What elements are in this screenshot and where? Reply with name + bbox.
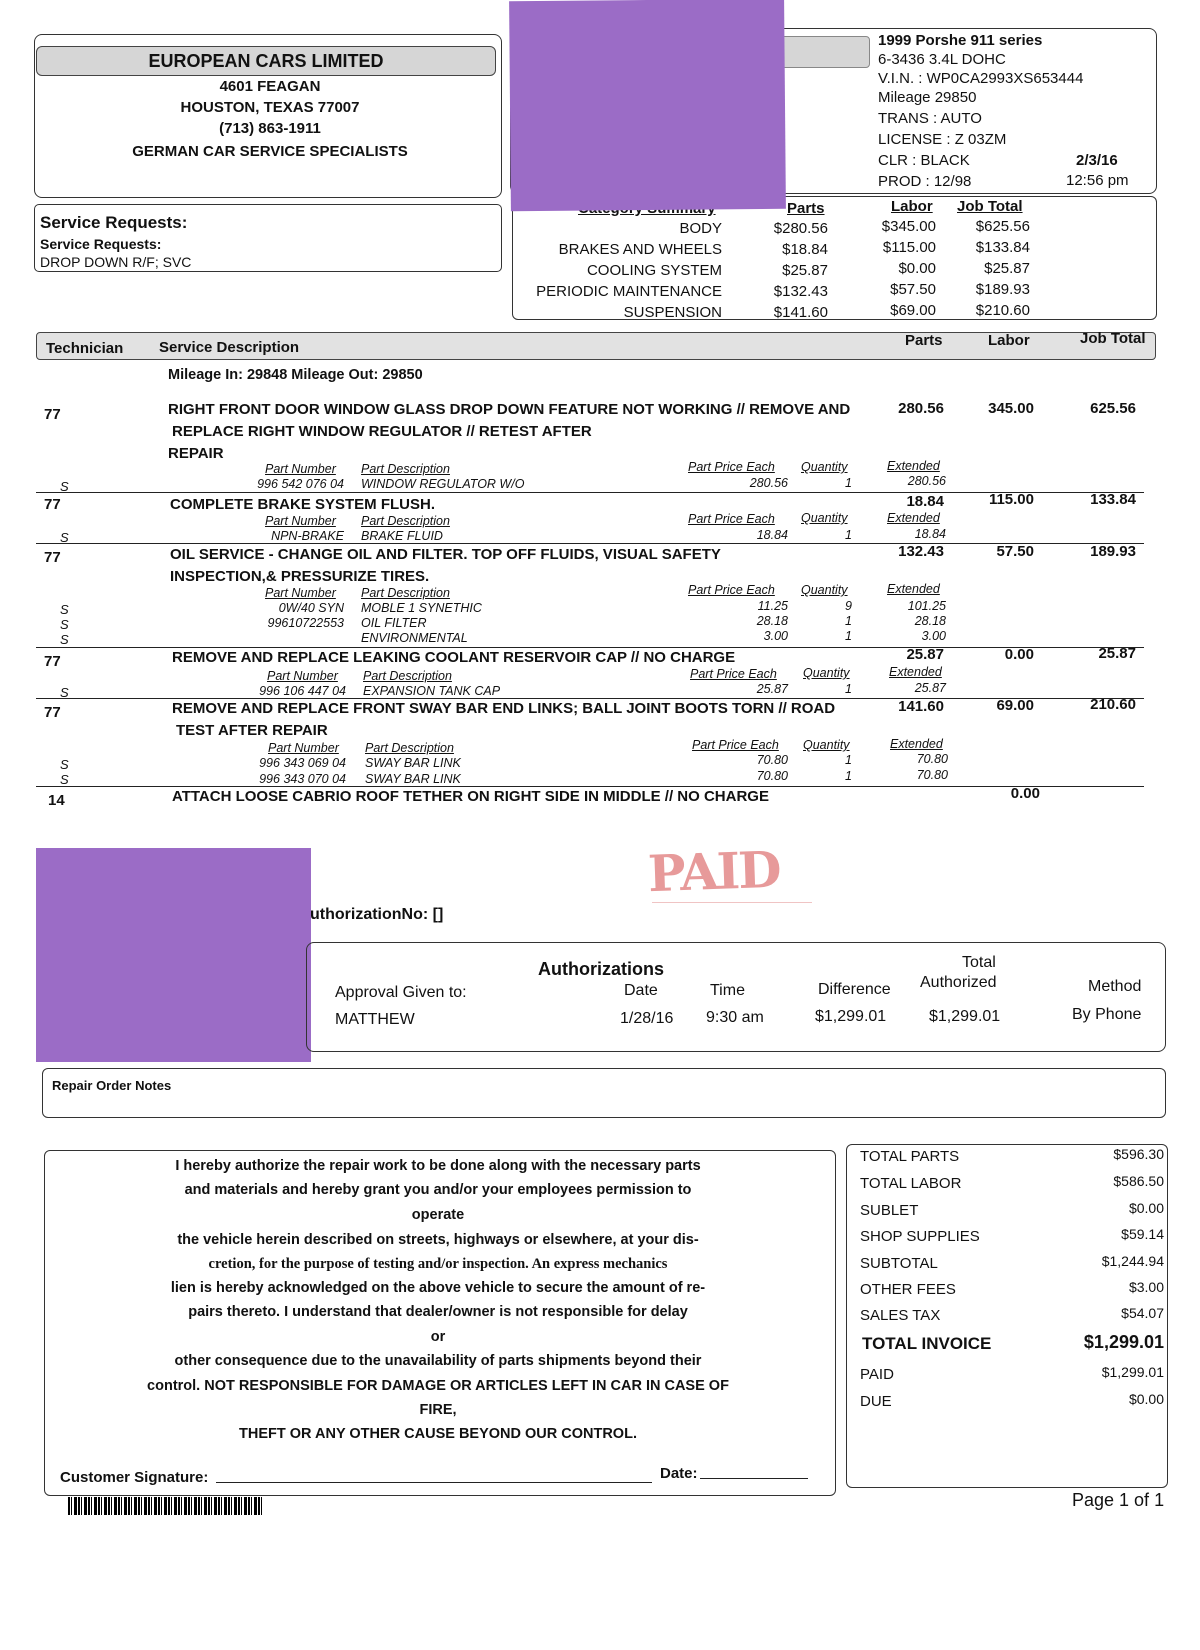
job-5-item-1-code: S	[60, 757, 69, 772]
category-row-name: SUSPENSION	[623, 304, 722, 321]
total-value: $0.00	[1128, 1200, 1164, 1216]
category-row-labor: $69.00	[890, 302, 936, 319]
legal-line: pairs thereto. I understand that dealer/owner is not responsible for delay	[188, 1304, 688, 1320]
job-1-item-1-ext: 280.56	[907, 474, 946, 488]
invoice-time: 12:56 pm	[1066, 172, 1129, 189]
job-3-item-3-code: S	[60, 632, 69, 647]
shop-city: HOUSTON, TEXAS 77007	[180, 99, 360, 116]
total-label: SHOP SUPPLIES	[860, 1228, 980, 1245]
category-row-name: PERIODIC MAINTENANCE	[536, 283, 722, 300]
auth-total-authorized: $1,299.01	[929, 1008, 1001, 1025]
extended-header: Extended	[890, 737, 943, 751]
job-2-item-1-ext: 18.84	[914, 527, 946, 541]
total-label: SUBTOTAL	[860, 1255, 938, 1272]
vehicle-mileage: Mileage 29850	[878, 89, 977, 106]
part-description-header: Part Description	[361, 462, 450, 476]
job-5-tech: 77	[44, 704, 61, 721]
total-label: SALES TAX	[860, 1307, 941, 1324]
job-1-line3: REPAIR	[168, 445, 224, 462]
job-4-item-1-number: 996 106 447 04	[259, 684, 346, 698]
auth-difference: $1,299.01	[815, 1008, 887, 1025]
job-3-item-2-desc: OIL FILTER	[361, 616, 427, 630]
job-3-item-2-qty: 1	[845, 614, 852, 628]
stamp-underline	[652, 902, 812, 903]
part-number-header: Part Number	[265, 462, 336, 476]
job-5-line1: REMOVE AND REPLACE FRONT SWAY BAR END LINKS; BALL JOINT BOOTS TORN // ROAD	[172, 700, 836, 717]
job-3-item-2-ext: 28.18	[914, 614, 946, 628]
repair-order-notes-label: Repair Order Notes	[52, 1078, 172, 1093]
col-parts: Parts	[905, 332, 943, 349]
job-5-item-1-price: 70.80	[756, 753, 788, 767]
category-row-parts: $25.87	[782, 262, 828, 279]
category-total-header: Job Total	[957, 198, 1023, 215]
job-3-tech: 77	[44, 549, 61, 566]
total-label: OTHER FEES	[860, 1281, 956, 1298]
part-price-header: Part Price Each	[692, 738, 779, 752]
auth-total-header-line1: Total	[962, 954, 996, 971]
category-row-name: COOLING SYSTEM	[586, 262, 722, 279]
job-2-tech: 77	[44, 496, 61, 513]
job-3-item-3-qty: 1	[845, 629, 852, 643]
total-value: $59.14	[1121, 1226, 1164, 1242]
col-technician: Technician	[46, 340, 124, 357]
part-number-header: Part Number	[267, 669, 338, 683]
extended-header: Extended	[889, 665, 942, 679]
job-3-item-1-qty: 9	[845, 599, 852, 613]
legal-line: I hereby authorize the repair work to be done along with the necessary parts	[175, 1158, 701, 1174]
job-4-tech: 77	[44, 653, 61, 670]
job-3-item-1-number: 0W/40 SYN	[278, 601, 344, 615]
job-6-line1: ATTACH LOOSE CABRIO ROOF TETHER ON RIGHT SIDE IN MIDDLE // NO CHARGE	[172, 788, 769, 805]
customer-signature-line[interactable]	[216, 1482, 652, 1483]
quantity-header: Quantity	[801, 583, 848, 597]
category-row-total: $25.87	[984, 260, 1030, 277]
legal-line: control. NOT RESPONSIBLE FOR DAMAGE OR ARTICLES LEFT IN CAR IN CASE OF	[147, 1378, 729, 1394]
job-3-item-1-price: 11.25	[757, 599, 788, 613]
job-4-item-1-desc: EXPANSION TANK CAP	[363, 684, 501, 698]
category-row-name: BRAKES AND WHEELS	[558, 241, 722, 258]
auth-date-header: Date	[624, 982, 658, 999]
job-1-item-1-desc: WINDOW REGULATOR W/O	[361, 477, 525, 491]
part-price-header: Part Price Each	[688, 512, 775, 526]
legal-line: THEFT OR ANY OTHER CAUSE BEYOND OUR CONTROL.	[239, 1426, 637, 1442]
total-label: TOTAL PARTS	[860, 1148, 960, 1165]
service-requests-title: Service Requests:	[40, 213, 188, 232]
vehicle-trans: TRANS : AUTO	[878, 110, 982, 127]
category-row-name: BODY	[679, 220, 722, 237]
col-service-description: Service Description	[159, 339, 300, 356]
auth-approval-name: MATTHEW	[335, 1011, 415, 1028]
vehicle-vin: V.I.N. : WP0CA2993XS653444	[878, 70, 1084, 87]
job-5-item-1-number: 996 343 069 04	[259, 756, 346, 770]
part-description-header: Part Description	[361, 514, 450, 528]
job-5-item-2-qty: 1	[845, 769, 852, 783]
category-row-parts: $280.56	[773, 220, 828, 237]
service-requests-subtitle: Service Requests:	[40, 236, 162, 252]
job-5-labor: 69.00	[996, 697, 1034, 714]
page-number: Page 1 of 1	[1072, 1490, 1165, 1510]
total-value: $0.00	[1128, 1391, 1164, 1407]
part-number-header: Part Number	[265, 514, 336, 528]
job-3-line2: INSPECTION,& PRESSURIZE TIRES.	[170, 568, 430, 585]
job-3-item-1-ext: 101.25	[907, 599, 946, 613]
job-3-item-2-number: 99610722553	[267, 616, 344, 630]
job-6-labor: 0.00	[1010, 785, 1040, 802]
job-4-total: 25.87	[1098, 645, 1136, 662]
job-1-item-1-qty: 1	[845, 476, 852, 490]
job-3-total: 189.93	[1090, 543, 1136, 560]
legal-line: and materials and hereby grant you and/or your employees permission to	[184, 1182, 692, 1198]
job-5-item-1-ext: 70.80	[916, 752, 948, 766]
mileage-line: Mileage In: 29848 Mileage Out: 29850	[168, 367, 423, 383]
shop-street: 4601 FEAGAN	[219, 78, 321, 95]
total-label: PAID	[860, 1366, 894, 1383]
redaction-block-left	[36, 848, 311, 1062]
total-value: $1,299.01	[1083, 1332, 1164, 1352]
extended-header: Extended	[887, 582, 940, 596]
category-row-labor: $115.00	[882, 239, 936, 256]
signature-date-label: Date:	[660, 1465, 698, 1482]
job-3-line1: OIL SERVICE - CHANGE OIL AND FILTER. TOP OFF FLUIDS, VISUAL SAFETY	[170, 546, 721, 563]
job-1-line2: REPLACE RIGHT WINDOW REGULATOR // RETEST AFTER	[172, 423, 592, 440]
total-value: $54.07	[1121, 1305, 1164, 1321]
job-3-labor: 57.50	[996, 543, 1034, 560]
auth-total-header-line2: Authorized	[920, 974, 997, 991]
col-job-total: Job Total	[1080, 330, 1146, 347]
vehicle-prod: PROD : 12/98	[878, 173, 972, 190]
job-3-item-3-desc: ENVIRONMENTAL	[361, 631, 468, 645]
job-1-item-1-price: 280.56	[749, 476, 788, 490]
shop-tagline: GERMAN CAR SERVICE SPECIALISTS	[132, 143, 408, 160]
vehicle-engine: 6-3436 3.4L DOHC	[878, 51, 1006, 68]
job-3-item-1-desc: MOBLE 1 SYNETHIC	[361, 601, 482, 615]
job-1-tech: 77	[44, 406, 61, 423]
category-labor-header: Labor	[891, 198, 933, 215]
extended-header: Extended	[887, 459, 940, 473]
job-4-line1: REMOVE AND REPLACE LEAKING COOLANT RESERVOIR CAP // NO CHARGE	[172, 649, 736, 666]
job-2-parts: 18.84	[906, 493, 944, 510]
job-4-item-1-price: 25.87	[756, 682, 788, 696]
service-request-item: DROP DOWN R/F; SVC	[40, 254, 192, 270]
auth-method: By Phone	[1072, 1006, 1142, 1023]
job-2-item-1-desc: BRAKE FLUID	[361, 529, 443, 543]
total-value: $1,244.94	[1101, 1253, 1164, 1269]
total-value: $596.30	[1113, 1146, 1164, 1162]
total-value: $586.50	[1113, 1173, 1164, 1189]
category-parts-header: Parts	[787, 200, 825, 217]
job-5-item-1-desc: SWAY BAR LINK	[365, 756, 461, 770]
legal-line: or	[430, 1329, 446, 1345]
category-row-labor: $0.00	[898, 260, 936, 277]
category-row-parts: $18.84	[782, 241, 828, 258]
auth-difference-header: Difference	[818, 981, 891, 998]
part-price-header: Part Price Each	[688, 460, 775, 474]
shop-phone: (713) 863-1911	[219, 120, 321, 137]
job-3-item-1-code: S	[60, 602, 69, 617]
vehicle-header-bar	[770, 36, 870, 68]
category-row-total: $133.84	[975, 239, 1030, 256]
category-row-total: $625.56	[975, 218, 1030, 235]
auth-time-header: Time	[710, 982, 745, 999]
customer-signature-label: Customer Signature:	[60, 1469, 209, 1486]
category-row-total: $189.93	[975, 281, 1030, 298]
job-1-item-1-number: 996 542 076 04	[257, 477, 344, 491]
job-2-item-1-number: NPN-BRAKE	[271, 529, 344, 543]
job-5-item-2-ext: 70.80	[916, 768, 948, 782]
vehicle-model: 1999 Porshe 911 series	[878, 32, 1043, 49]
job-4-item-1-qty: 1	[845, 682, 852, 696]
total-value: $1,299.01	[1101, 1364, 1164, 1380]
part-number-header: Part Number	[268, 741, 339, 755]
job-3-item-2-code: S	[60, 617, 69, 632]
job-1-line1: RIGHT FRONT DOOR WINDOW GLASS DROP DOWN FEATURE NOT WORKING // REMOVE AND	[168, 401, 851, 418]
category-row-labor: $57.50	[890, 281, 936, 298]
shop-name: EUROPEAN CARS LIMITED	[36, 46, 496, 76]
job-3-item-3-ext: 3.00	[921, 629, 946, 643]
job-1-parts: 280.56	[898, 400, 944, 417]
legal-line: cretion, for the purpose of testing and/or inspection. An express mechanics	[208, 1256, 668, 1272]
auth-approval-header: Approval Given to:	[335, 984, 467, 1001]
legal-terms-box	[44, 1150, 836, 1496]
vehicle-color: CLR : BLACK	[878, 152, 970, 169]
category-row-labor: $345.00	[881, 218, 936, 235]
job-4-item-1-ext: 25.87	[914, 681, 946, 695]
total-label: SUBLET	[860, 1202, 919, 1219]
auth-date: 1/28/16	[620, 1010, 674, 1027]
legal-line: other consequence due to the unavailability of parts shipments beyond their	[174, 1353, 702, 1369]
job-4-item-1-code: S	[60, 685, 69, 700]
job-5-total: 210.60	[1090, 696, 1136, 713]
redaction-block-top	[509, 0, 786, 211]
part-price-header: Part Price Each	[690, 667, 777, 681]
job-6-tech: 14	[48, 792, 65, 809]
quantity-header: Quantity	[801, 460, 848, 474]
quantity-header: Quantity	[801, 511, 848, 525]
job-3-item-2-price: 28.18	[756, 614, 788, 628]
part-number-header: Part Number	[265, 586, 336, 600]
category-row-total: $210.60	[975, 302, 1030, 319]
job-1-labor: 345.00	[988, 400, 1034, 417]
legal-line: lien is hereby acknowledged on the above vehicle to secure the amount of re-	[170, 1280, 706, 1296]
legal-line: the vehicle herein described on streets, highways or elsewhere, at your dis-	[177, 1232, 699, 1248]
vehicle-license: LICENSE : Z 03ZM	[878, 131, 1007, 148]
quantity-header: Quantity	[803, 738, 850, 752]
signature-date-line[interactable]	[700, 1478, 808, 1479]
job-4-labor: 0.00	[1004, 646, 1034, 663]
job-5-item-1-qty: 1	[845, 753, 852, 767]
job-5-item-2-price: 70.80	[756, 769, 788, 783]
job-2-line1: COMPLETE BRAKE SYSTEM FLUSH.	[170, 496, 436, 513]
category-row-parts: $132.43	[773, 283, 828, 300]
invoice-date: 2/3/16	[1076, 152, 1118, 169]
barcode	[68, 1497, 262, 1515]
job-1-total: 625.56	[1090, 400, 1136, 417]
job-1-item-1-code: S	[60, 479, 69, 494]
total-value: $3.00	[1128, 1279, 1164, 1295]
legal-line: FIRE,	[419, 1402, 457, 1418]
job-5-parts: 141.60	[898, 698, 944, 715]
total-label: TOTAL LABOR	[860, 1175, 962, 1192]
job-2-item-1-price: 18.84	[756, 528, 788, 542]
job-5-item-2-desc: SWAY BAR LINK	[365, 772, 461, 786]
job-5-item-2-code: S	[60, 772, 69, 787]
category-row-parts: $141.60	[773, 304, 828, 321]
job-3-parts: 132.43	[898, 543, 944, 560]
job-5-line2: TEST AFTER REPAIR	[176, 722, 328, 739]
repair-order-notes-box	[42, 1068, 1166, 1118]
authorization-number: uthorizationNo: []	[310, 906, 444, 923]
col-labor: Labor	[988, 332, 1030, 349]
job-2-labor: 115.00	[988, 491, 1034, 508]
job-4-parts: 25.87	[906, 646, 944, 663]
part-price-header: Part Price Each	[688, 583, 775, 597]
part-description-header: Part Description	[363, 669, 452, 683]
part-description-header: Part Description	[365, 741, 454, 755]
auth-time: 9:30 am	[706, 1009, 764, 1026]
job-2-item-1-code: S	[60, 530, 69, 545]
paid-stamp: PAID	[647, 839, 781, 904]
job-2-total: 133.84	[1090, 491, 1136, 508]
authorizations-title: Authorizations	[538, 959, 664, 979]
total-label: TOTAL INVOICE	[862, 1334, 992, 1353]
total-label: DUE	[860, 1393, 892, 1410]
job-3-item-3-price: 3.00	[763, 629, 788, 643]
quantity-header: Quantity	[803, 666, 850, 680]
job-5-item-2-number: 996 343 070 04	[259, 772, 346, 786]
extended-header: Extended	[887, 511, 940, 525]
legal-line: operate	[411, 1207, 465, 1223]
auth-method-header: Method	[1088, 978, 1142, 995]
job-2-item-1-qty: 1	[845, 528, 852, 542]
part-description-header: Part Description	[361, 586, 450, 600]
